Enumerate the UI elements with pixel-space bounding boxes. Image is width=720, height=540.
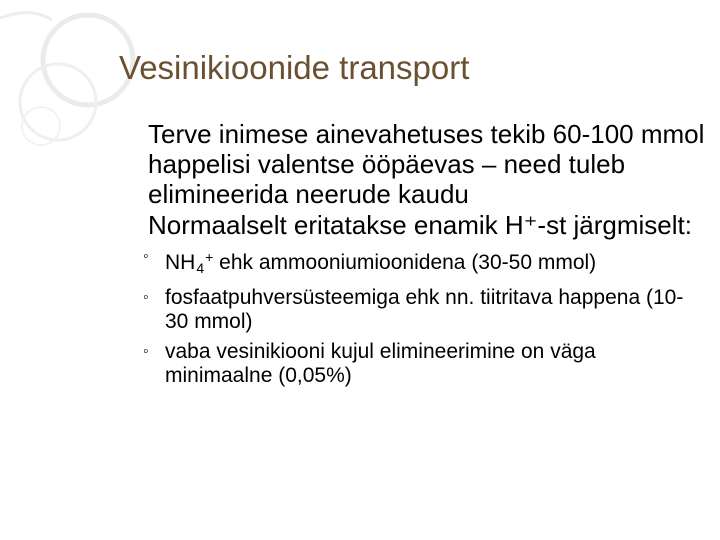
chemical-superscript: +: [205, 249, 214, 265]
subbullet-item: [143, 286, 703, 334]
subbullet-text: fosfaatpuhversüsteemiga ehk nn. tiitritava happena (10-30 mmol): [165, 286, 684, 333]
slide-title: Vesinikioonide transport: [119, 49, 470, 86]
subbullet-circle-icon: ◦: [143, 343, 149, 360]
main-bullet-item: [128, 119, 713, 209]
main-bullet-text: Terve inimese ainevahetuses tekib 60-100 mmol happelisi valentse ööpäevas – need tuleb elimineerida neerude kaudu: [148, 119, 705, 209]
upper-left-arc: [0, 13, 52, 20]
main-bullet-item: [128, 210, 713, 240]
subbullet-circle-icon: ◦: [143, 289, 149, 306]
medium-decorative-circle: [20, 64, 96, 140]
subbullet-text: [165, 245, 703, 280]
subbullet-circle-icon: ◦: [143, 248, 149, 265]
slide-content: [128, 119, 713, 394]
subbullet-text: vaba vesinikiooni kujul elimineerimine on väga minimaalne (0,05%): [165, 340, 596, 387]
subbullet-remaining-text: ehk ammooniumioonidena (30-50 mmol): [213, 251, 597, 274]
subbullet-item: [143, 340, 703, 388]
subbullet-item: [143, 245, 703, 280]
subbullet-list: [143, 245, 703, 388]
chemical-prefix: NH: [165, 251, 196, 274]
main-bullet-text: Normaalselt eritatakse enamik H⁺-st järgmiselt:: [148, 210, 692, 240]
chemical-subscript: 4: [196, 260, 205, 276]
